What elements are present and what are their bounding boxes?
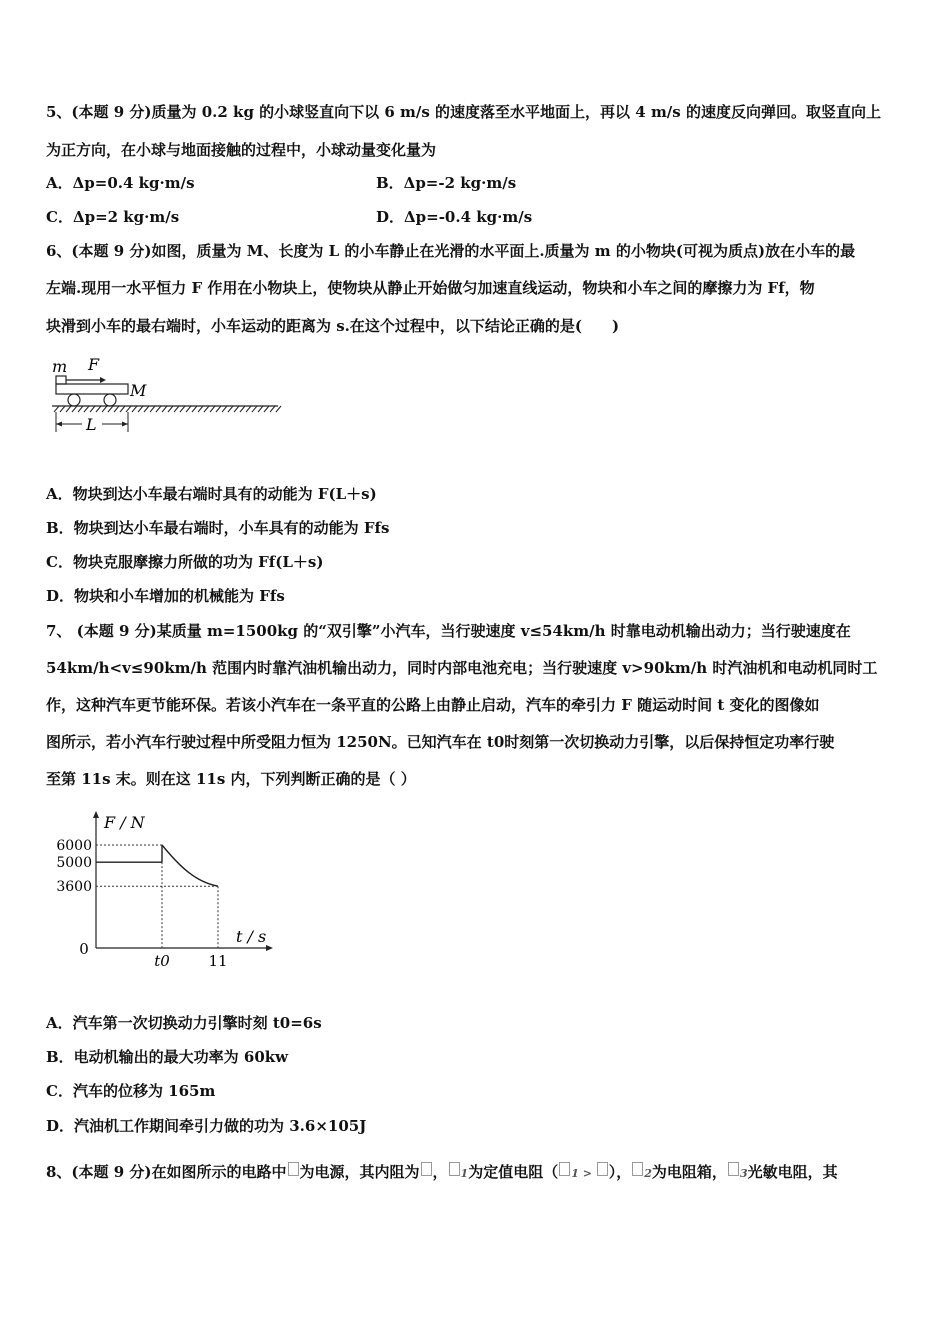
q7-stem-line5: 至第 11s 末。则在这 11s 内，下列判断正确的是（ ）	[46, 770, 416, 788]
q6-stem-line2: 左端.现用一水平恒力 F 作用在小物块上，使物块从静止开始做匀加速直线运动，物块和小车之间的摩擦力为 Ff，物	[46, 279, 815, 297]
cart-body	[56, 384, 128, 394]
y-axis-arrow	[93, 811, 99, 818]
x-tick-label-1: t0	[154, 952, 170, 970]
q7-option-b: B．电动机输出的最大功率为 60kw	[46, 1048, 289, 1066]
q5-option-d: D．Δp=-0.4 kg·m/s	[376, 208, 533, 226]
q8-sub-r3: 3	[739, 1167, 748, 1180]
x-tick-label-0: 0	[79, 940, 89, 958]
missing-symbol-icon	[728, 1162, 739, 1176]
missing-symbol-icon	[449, 1162, 460, 1176]
x-axis-arrow	[266, 945, 273, 951]
q7-stem-line4: 图所示，若小汽车行驶过程中所受阻力恒为 1250N。已知汽车在 t0时刻第一次切换动力引擎，以后保持恒定功率行驶	[46, 733, 835, 751]
q5-option-a: A．Δp=0.4 kg·m/s	[46, 174, 195, 192]
missing-symbol-icon	[559, 1162, 570, 1176]
y-tick-label-1: 5000	[56, 855, 92, 872]
q8-text-b: 为电源，其内阻为	[299, 1163, 420, 1181]
fig-label-m: m	[52, 357, 68, 376]
missing-symbol-icon	[288, 1162, 299, 1176]
q6-option-b: B．物块到达小车最右端时，小车具有的动能为 Ffs	[46, 519, 390, 537]
x-tick-label-2: 11	[208, 952, 228, 970]
q6-option-d: D．物块和小车增加的机械能为 Ffs	[46, 587, 285, 605]
q7-option-c: C．汽车的位移为 165m	[46, 1082, 216, 1100]
q8-text-a: 8、(本题 9 分)在如图所示的电路中	[46, 1163, 287, 1181]
q7-stem-line2: 54km/h<v≤90km/h 范围内时靠汽油机输出动力，同时内部电池充电；当行驶速度 v>90km/h 时汽油机和电动机同时工	[46, 659, 878, 677]
q7-force-time-chart	[40, 808, 280, 978]
q5-option-b: B．Δp=-2 kg·m/s	[376, 174, 517, 192]
missing-symbol-icon	[421, 1162, 432, 1176]
missing-symbol-icon	[632, 1162, 643, 1176]
wheel-right	[104, 394, 116, 406]
q8-sub-r1: 1	[460, 1167, 469, 1180]
fig-label-L: L	[86, 415, 97, 434]
q5-stem-line1: 5、(本题 9 分)质量为 0.2 kg 的小球竖直向下以 6 m/s 的速度落至水平地面上，再以 4 m/s 的速度反向弹回。取竖直向上	[46, 103, 881, 121]
q8-stem-line1	[46, 1162, 838, 1184]
q6-option-c: C．物块克服摩擦力所做的功为 Ff(L＋s)	[46, 553, 324, 571]
q7-option-d: D．汽油机工作期间牵引力做的功为 3.6×105J	[46, 1117, 367, 1135]
y-axis-label: F / N	[104, 813, 145, 832]
q8-text-f: 为电阻箱，	[651, 1163, 727, 1181]
q6-stem-line3: 块滑到小车的最右端时，小车运动的距离为 s.在这个过程中，以下结论正确的是( )	[46, 317, 620, 335]
q8-gt: 1 >	[571, 1167, 596, 1180]
q6-cart-figure	[48, 352, 283, 438]
q7-stem-line3: 作，这种汽车更节能环保。若该小汽车在一条平直的公路上由静止启动，汽车的牵引力 F 随运动时间 t 变化的图像如	[46, 696, 820, 714]
q5-option-c: C．Δp=2 kg·m/s	[46, 208, 180, 226]
fig-label-M: M	[130, 381, 147, 400]
q6-option-a: A．物块到达小车最右端时具有的动能为 F(L＋s)	[46, 485, 377, 503]
q7-option-a: A．汽车第一次切换动力引擎时刻 t0=6s	[46, 1014, 322, 1032]
q8-text-c: ，	[432, 1163, 448, 1181]
x-axis-label: t / s	[236, 927, 267, 946]
block	[56, 376, 66, 384]
q8-text-d: 为定值电阻（	[468, 1163, 559, 1181]
q7-stem-line1: 7、 (本题 9 分)某质量 m=1500kg 的“双引擎”小汽车，当行驶速度 v≤54km/h 时靠电动机输出动力；当行驶速度在	[46, 622, 851, 640]
q8-text-g: 光敏电阻，其	[747, 1163, 838, 1181]
y-tick-label-0: 6000	[56, 838, 92, 854]
y-tick-label-2: 3600	[56, 879, 92, 896]
q8-sub-r2: 2	[644, 1167, 652, 1180]
fig-label-F: F	[88, 355, 100, 374]
q5-stem-line2: 为正方向，在小球与地面接触的过程中，小球动量变化量为	[46, 141, 437, 159]
wheel-left	[68, 394, 80, 406]
series-decay-curve	[162, 845, 218, 886]
q8-text-e: ），	[608, 1163, 632, 1181]
missing-symbol-icon	[597, 1162, 608, 1176]
q6-stem-line1: 6、(本题 9 分)如图，质量为 M、长度为 L 的小车静止在光滑的水平面上.质量为 m 的小物块(可视为质点)放在小车的最	[46, 242, 856, 260]
